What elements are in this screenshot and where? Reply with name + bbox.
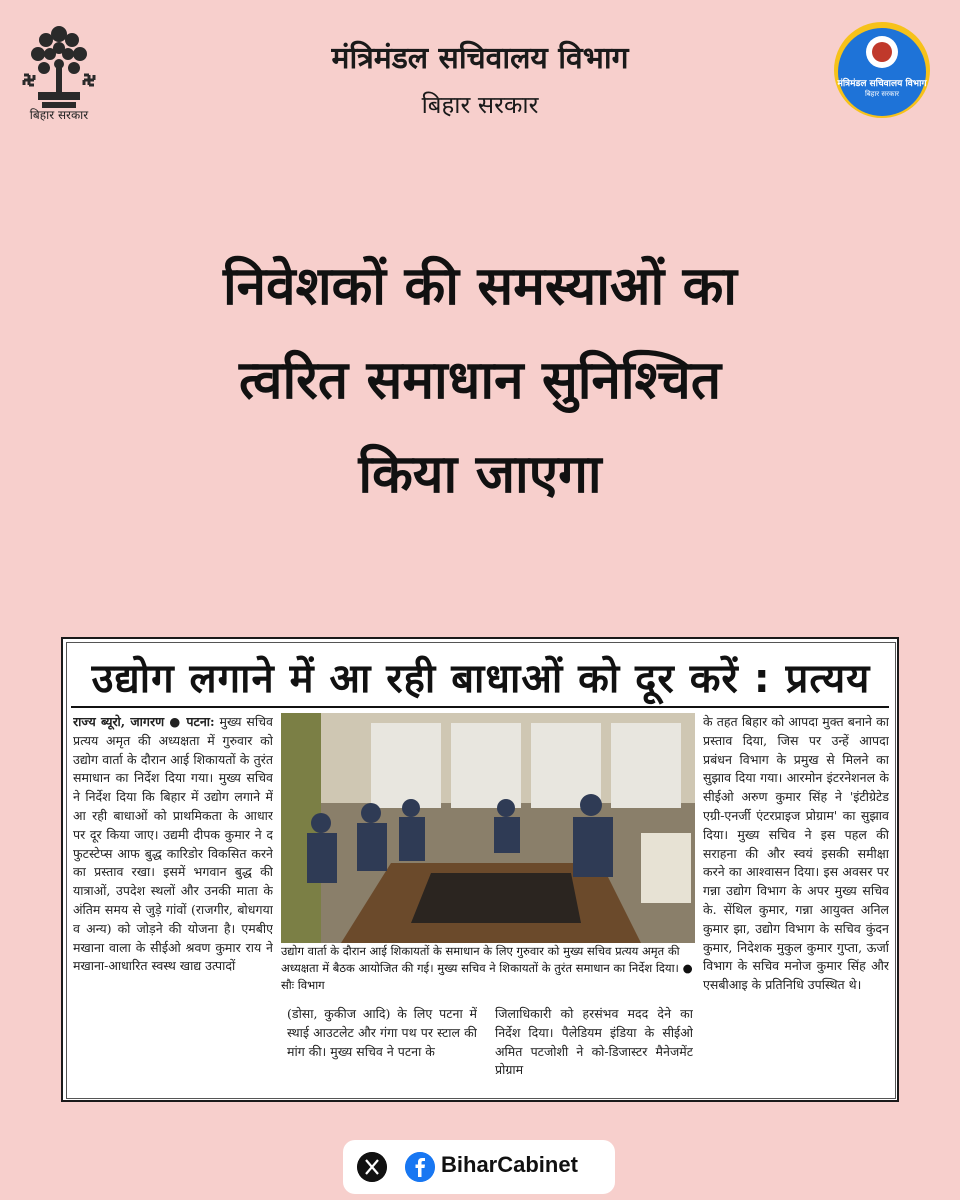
x-icon[interactable] [357, 1152, 387, 1182]
department-title: मंत्रिमंडल सचिवालय विभाग [331, 41, 629, 76]
social-handle[interactable]: BiharCabinet [441, 1152, 578, 1177]
headline-line-1: निवेशकों की समस्याओं का [222, 256, 738, 317]
article-column-1 [73, 713, 273, 1093]
government-subtitle: बिहार सरकार [421, 91, 539, 119]
newspaper-clipping [61, 637, 899, 1102]
clipping-divider [71, 706, 889, 708]
header [0, 0, 960, 150]
clipping-frame [66, 642, 896, 1099]
meeting-photo [281, 713, 695, 943]
main-headline [60, 240, 900, 522]
seal-subtitle: बिहार सरकार [864, 90, 900, 98]
article-dateline: राज्य ब्यूरो, जागरण ● पटना: [73, 714, 215, 729]
article-column-2: (डोसा, कुकीज आदि) के लिए पटना में स्थाई आउटलेट और गंगा पथ पर स्टाल की मांग की। मुख्य सचिव ने पटना के [287, 1006, 477, 1059]
cabinet-seal-logo [832, 20, 932, 120]
social-footer [343, 1140, 615, 1194]
headline-line-2: त्वरित समाधान सुनिश्चित [238, 350, 722, 411]
clipping-headline: उद्योग लगाने में आ रही बाधाओं को दूर करें : प्रत्यय [91, 656, 871, 702]
headline-line-3: किया जाएगा [358, 444, 602, 505]
article-column-1-text: मुख्य सचिव प्रत्यय अमृत की अध्यक्षता में गुरुवार को उद्योग वार्ता के दौरान आई शिकायतों के तुरंत समाधान का निर्देश दिया गया। मुख्य सचिव ने निर्देश दिया कि बिहार में उद्योग लगाने में आ रही बाधाओं को प्राथमिकता के आधार पर दूर किया जाए। उद्यमी दीपक कुमार ने द फुटस्टेप्स आफ बुद्ध कारिडोर विकसित करने का प्रस्ताव रखा। इसमें भगवान बुद्ध की यात्राओं, उपदेश स्थलों और उनकी माता के अंतिम समय से जुड़े गांवों (राजगीर, बोधगया व अन्य) को जोड़ने की योजना है। एमबीए मखाना वाला के सीईओ श्रवण कुमार राय ने मखाना-आधारित स्वस्थ खाद्य उत्पादों [73, 714, 273, 974]
photo-caption: उद्योग वार्ता के दौरान आई शिकायतों के समाधान के लिए गुरुवार को मुख्य सचिव प्रत्यय अमृत की अध्यक्षता में बैठक आयोजित की गई। मुख्य सचिव ने शिकायतों के तुरंत समाधान का निर्देश दिया। ● सौः विभाग [281, 944, 693, 992]
emblem-caption: बिहार सरकार [29, 108, 89, 122]
seal-title: मंत्रिमंडल सचिवालय विभाग [837, 79, 927, 89]
article-column-4: के तहत बिहार को आपदा मुक्त बनाने का प्रस्ताव दिया, जिस पर उन्हें आपदा प्रबंधन विभाग के प्रमुख से मिलने का सुझाव दिया गया। आरमोन इंटरनेशनल के सीईओ अरुण कुमार सिंह ने 'इंटीग्रेटेड एग्री-एनर्जी एंटरप्राइज प्रोग्राम' का सुझाव दिया। मुख्य सचिव ने इस पहल की सराहना की और स्वयं इसकी समीक्षा करने का आश्वासन दिया। इस अवसर पर गन्ना उद्योग विभाग के अपर मुख्य सचिव के. सेंथिल कुमार, गन्ना आयुक्त अनिल कुमार झा, उद्योग विभाग के सचिव कुंदन कुमार, निदेशक मुकुल कुमार गुप्ता, ऊर्जा विभाग के सचिव मनोज कुमार सिंह और एसबीआइ के प्रतिनिधि उपस्थित थे। [703, 714, 889, 993]
article-column-3: जिलाधिकारी को हरसंभव मदद देने का निर्देश दिया। पैलेडियम इंडिया के सीईओ अमित पटजोशी ने को-डिजास्टर मैनेजमेंट प्रोग्राम [495, 1006, 693, 1078]
facebook-icon[interactable] [405, 1152, 435, 1182]
